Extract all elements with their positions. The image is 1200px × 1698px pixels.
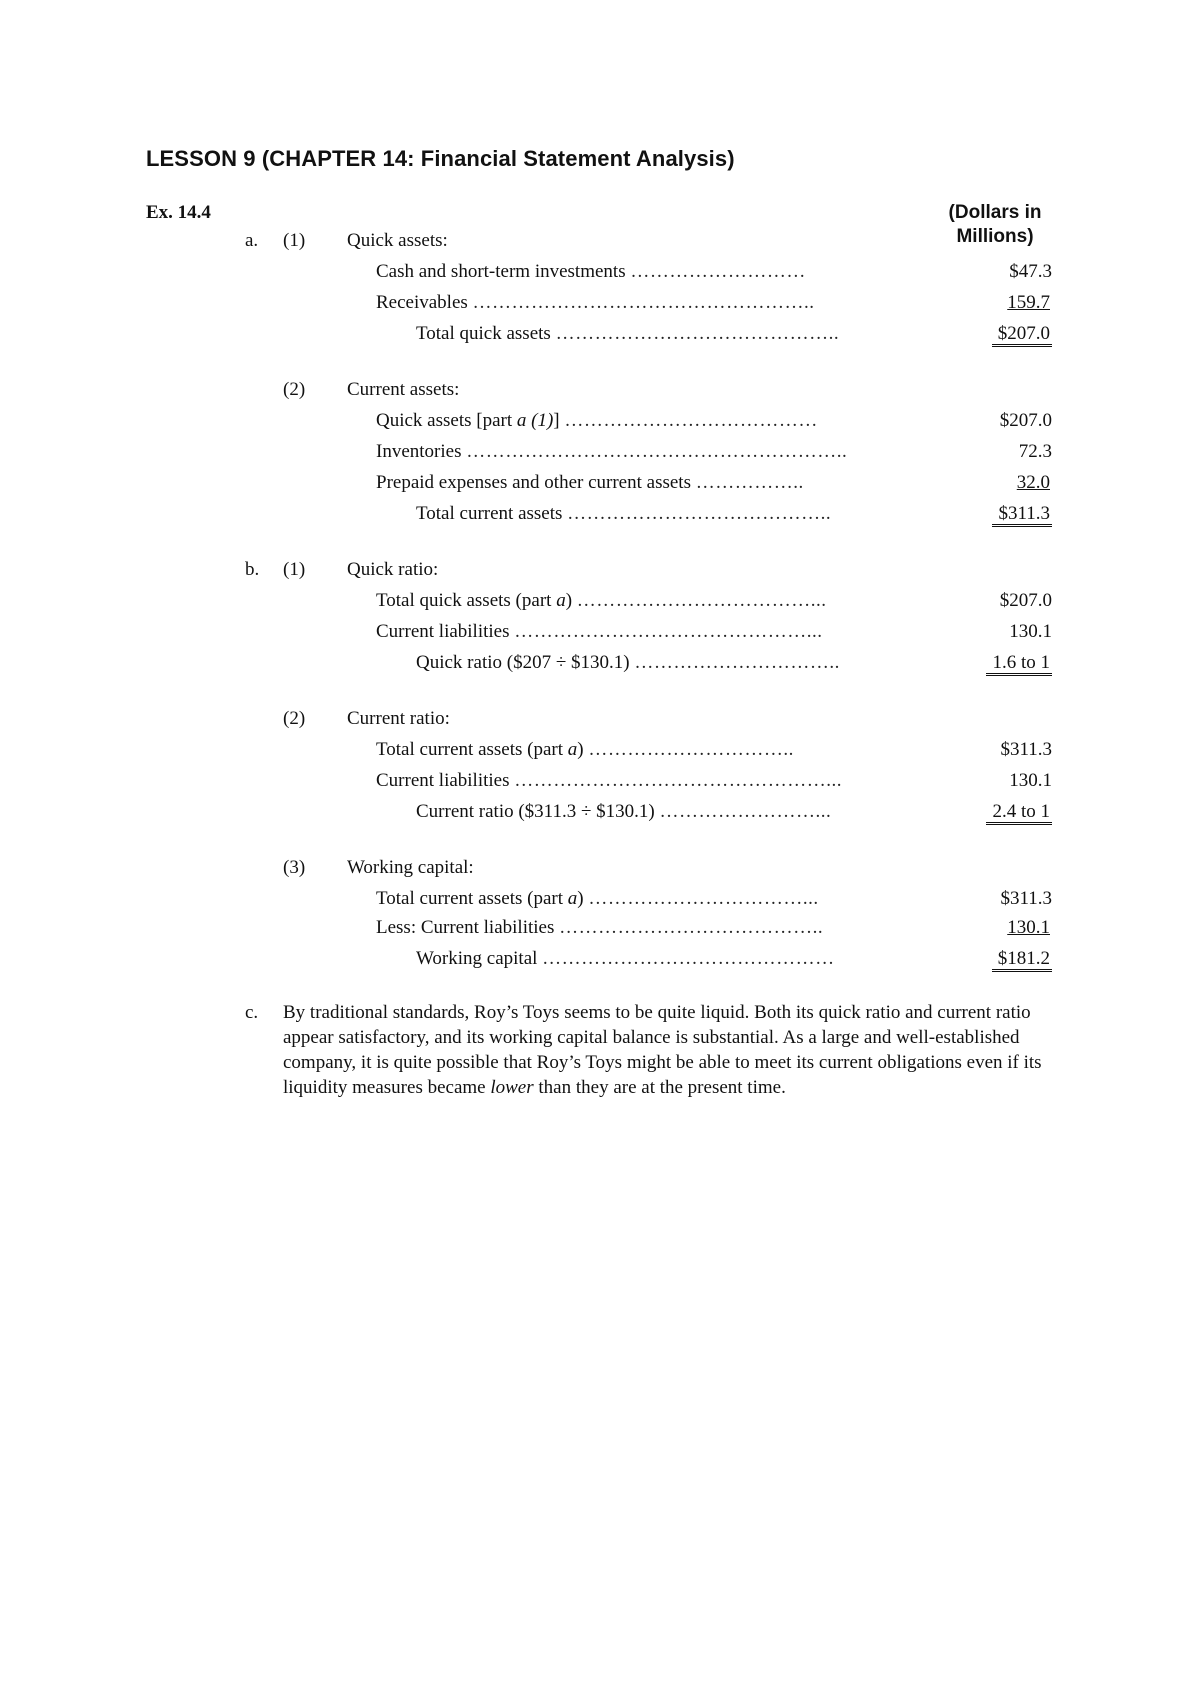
dot-leader: ……………………………... [588, 888, 819, 909]
line-amount: $311.3 [1000, 888, 1052, 909]
units-header-line: Millions) [956, 226, 1034, 247]
section-current-ratio [0, 706, 1200, 732]
line-item [0, 915, 1200, 941]
line-label: Inventories [376, 441, 462, 462]
line-amount: $207.0 [999, 410, 1052, 431]
dot-leader: ……………………... [659, 801, 832, 822]
line-label: Current ratio ($311.3 ÷ $130.1) [416, 801, 655, 822]
line-item [0, 408, 1200, 434]
dot-leader: ………………………………………... [514, 621, 823, 642]
part-letter: c. [245, 1002, 259, 1023]
line-amount: 130.1 [1007, 917, 1050, 938]
exercise-label: Ex. 14.4 [146, 202, 211, 223]
lesson-title: LESSON 9 (CHAPTER 14: Financial Statement Analysis) [146, 146, 735, 171]
dot-leader: ……………………………………… [542, 948, 835, 969]
line-label-italic: a (1) [516, 410, 554, 431]
line-item [0, 259, 1200, 285]
total-amount: $207.0 [940, 321, 1052, 347]
line-item [0, 439, 1200, 465]
dot-leader: ………………………………………………….. [466, 441, 848, 462]
dot-leader: ………………………….. [634, 652, 840, 673]
item-number: (2) [283, 379, 306, 400]
total-amount: $181.2 [940, 946, 1052, 972]
total-amount: 2.4 to 1 [940, 799, 1052, 825]
dot-leader: ………………………………….. [567, 503, 832, 524]
item-number: (1) [283, 559, 306, 580]
line-label: Current liabilities [376, 770, 510, 791]
line-label: Receivables [376, 292, 468, 313]
dot-leader: …………………………………………….. [472, 292, 815, 313]
dot-leader: ………………………….. [588, 739, 794, 760]
dot-leader: ……………………… [630, 261, 806, 282]
dot-leader: ………………………………….. [559, 917, 824, 938]
line-label: Cash and short-term investments [376, 261, 626, 282]
total-line [0, 799, 1200, 825]
line-label-pre: Total quick assets (part [376, 590, 557, 611]
line-amount: 159.7 [1007, 292, 1050, 313]
total-line [0, 501, 1200, 527]
section-heading: Current assets: [347, 379, 460, 400]
line-item [0, 470, 1200, 496]
paragraph-text: By traditional standards, Roy’s Toys seems to be quite liquid. Both its quick ratio and current ratio appear satisfactory, and its working capital balance is substantial. As a large and well-established company, it is quite possible that Roy’s Toys might be able to meet its current obligations even if its liquidity measures became [283, 1002, 1042, 1098]
part-letter: b. [245, 559, 260, 580]
section-quick-assets [0, 228, 1200, 254]
section-current-assets [0, 377, 1200, 403]
item-number: (1) [283, 230, 306, 251]
dot-leader: …………………………………………... [514, 770, 843, 791]
section-heading: Quick assets: [347, 230, 448, 251]
dot-leader: ………………………………... [576, 590, 827, 611]
line-amount: 130.1 [1009, 770, 1052, 791]
line-label: Prepaid expenses and other current assets [376, 472, 691, 493]
section-heading: Working capital: [347, 857, 474, 878]
line-label-post: ) [565, 590, 573, 611]
line-label: Total quick assets [416, 323, 551, 344]
units-header-line: (Dollars in [948, 202, 1042, 223]
section-heading: Current ratio: [347, 708, 450, 729]
line-label: Quick ratio ($207 ÷ $130.1) [416, 652, 630, 673]
line-item [0, 588, 1200, 614]
line-label: Current liabilities [376, 621, 510, 642]
section-heading: Quick ratio: [347, 559, 439, 580]
line-label: Less: Current liabilities [376, 917, 555, 938]
section-working-capital [0, 855, 1200, 881]
line-amount: $311.3 [1000, 739, 1052, 760]
line-label-post: ) [577, 888, 584, 909]
line-label-pre: Total current assets (part [376, 739, 568, 760]
paragraph-emphasis: lower [490, 1077, 534, 1098]
conclusion-paragraph [283, 1000, 1058, 1100]
line-amount: $47.3 [1009, 261, 1052, 282]
line-label-italic: a [567, 888, 578, 909]
line-item [0, 737, 1200, 763]
line-amount: 32.0 [1016, 472, 1050, 493]
line-item [0, 619, 1200, 645]
paragraph-text-end: than they are at the present time. [533, 1077, 786, 1098]
line-amount: $207.0 [999, 590, 1052, 611]
dot-leader: ………………………………… [564, 410, 818, 431]
line-label: Working capital [416, 948, 538, 969]
total-amount: 1.6 to 1 [940, 650, 1052, 676]
line-label-italic: a [567, 739, 578, 760]
item-number: (3) [283, 857, 306, 878]
line-label-post: ] [553, 410, 560, 431]
total-amount: $311.3 [940, 501, 1052, 527]
line-label-italic: a [556, 590, 566, 611]
dot-leader: …………………………………….. [555, 323, 840, 344]
line-label-pre: Quick assets [part [376, 410, 517, 431]
line-item [0, 886, 1200, 912]
section-quick-ratio [0, 557, 1200, 583]
item-number: (2) [283, 708, 306, 729]
total-line [0, 946, 1200, 972]
line-amount: 72.3 [1018, 441, 1052, 462]
line-label-post: ) [577, 739, 584, 760]
part-letter: a. [245, 230, 259, 251]
line-amount: 130.1 [1009, 621, 1052, 642]
line-label: Total current assets [416, 503, 563, 524]
line-item [0, 768, 1200, 794]
line-label-pre: Total current assets (part [376, 888, 568, 909]
line-item [0, 290, 1200, 316]
total-line [0, 650, 1200, 676]
dot-leader: …………….. [695, 472, 804, 493]
total-line [0, 321, 1200, 347]
